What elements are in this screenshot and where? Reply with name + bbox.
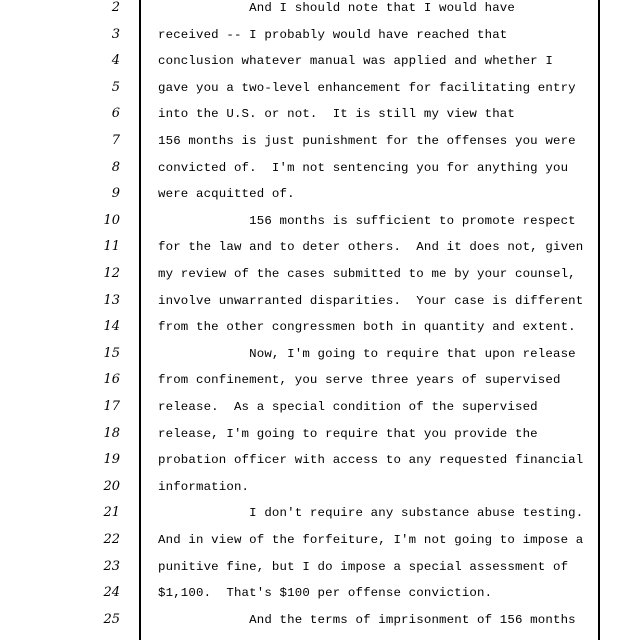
transcript-line <box>0 452 640 479</box>
transcript-line <box>0 372 640 399</box>
line-text: involve unwarranted disparities. Your case is different <box>158 293 584 308</box>
line-number: 7 <box>111 133 120 148</box>
transcript-line <box>0 559 640 586</box>
transcript-line <box>0 346 640 373</box>
line-number: 14 <box>103 319 120 335</box>
line-number: 10 <box>103 212 120 228</box>
line-text: And in view of the forfeiture, I'm not going to impose a <box>158 533 584 547</box>
line-text: from the other congressmen both in quantity and extent. <box>158 320 576 335</box>
line-text: release. As a special condition of the supervised <box>158 400 538 414</box>
line-text: into the U.S. or not. It is still my view that <box>158 107 515 122</box>
line-text: 156 months is sufficient to promote respect <box>158 213 576 228</box>
line-text: were acquitted of. <box>158 187 295 202</box>
line-number: 2 <box>111 0 120 15</box>
transcript-line <box>0 505 640 532</box>
line-number: 4 <box>111 53 120 69</box>
line-number: 22 <box>103 532 120 547</box>
line-text: from confinement, you serve three years of supervised <box>158 373 561 388</box>
transcript-line <box>0 293 640 320</box>
line-text: And I should note that I would have <box>158 1 515 15</box>
line-number: 17 <box>103 399 120 414</box>
transcript-line <box>0 612 640 639</box>
line-text: gave you a two-level enhancement for facilitating entry <box>158 80 576 95</box>
transcript-line <box>0 479 640 506</box>
line-text: for the law and to deter others. And it does not, given <box>158 240 584 255</box>
line-text: information. <box>158 479 250 494</box>
line-number: 25 <box>103 611 120 627</box>
line-text: probation officer with access to any requested financial <box>158 453 584 468</box>
transcript-line <box>0 53 640 80</box>
line-text: Now, I'm going to require that upon release <box>158 346 576 361</box>
line-number: 21 <box>103 505 120 521</box>
line-number: 11 <box>103 239 120 255</box>
line-number: 19 <box>103 452 120 468</box>
transcript-line <box>0 399 640 426</box>
transcript-line <box>0 0 640 27</box>
line-number: 16 <box>103 372 120 388</box>
line-number: 8 <box>111 159 120 175</box>
transcript-line <box>0 426 640 453</box>
transcript-line <box>0 186 640 213</box>
line-text: my review of the cases submitted to me by your counsel, <box>158 267 576 281</box>
transcript-line <box>0 160 640 187</box>
transcript-line <box>0 239 640 266</box>
line-text: convicted of. I'm not sentencing you for anything you <box>158 160 569 175</box>
line-number: 6 <box>111 106 120 122</box>
line-text: 156 months is just punishment for the offenses you were <box>158 134 576 148</box>
line-text: conclusion whatever manual was applied and whether I <box>158 54 553 69</box>
transcript-line <box>0 266 640 293</box>
line-number: 18 <box>103 425 120 441</box>
line-text: I don't require any substance abuse testing. <box>158 506 584 521</box>
transcript-line <box>0 319 640 346</box>
line-text: And the terms of imprisonment of 156 months <box>158 612 576 627</box>
line-text: received -- I probably would have reached that <box>158 27 508 42</box>
line-number: 23 <box>103 558 120 574</box>
transcript-line <box>0 213 640 240</box>
line-number: 24 <box>103 585 120 601</box>
line-number: 15 <box>103 345 120 361</box>
line-text: $1,100. That's $100 per offense conviction. <box>158 586 493 601</box>
line-text: punitive fine, but I do impose a special assessment of <box>158 559 569 574</box>
line-text: release, I'm going to require that you provide the <box>158 426 538 441</box>
line-number: 13 <box>103 292 120 308</box>
line-number: 20 <box>103 478 120 494</box>
line-number: 12 <box>103 266 120 281</box>
line-number: 3 <box>111 26 120 42</box>
transcript-line <box>0 106 640 133</box>
transcript-line <box>0 133 640 160</box>
transcript-line <box>0 27 640 54</box>
transcript-line <box>0 80 640 107</box>
line-number: 9 <box>111 186 120 202</box>
transcript-line <box>0 532 640 559</box>
line-number: 5 <box>111 79 120 95</box>
transcript-line <box>0 585 640 612</box>
